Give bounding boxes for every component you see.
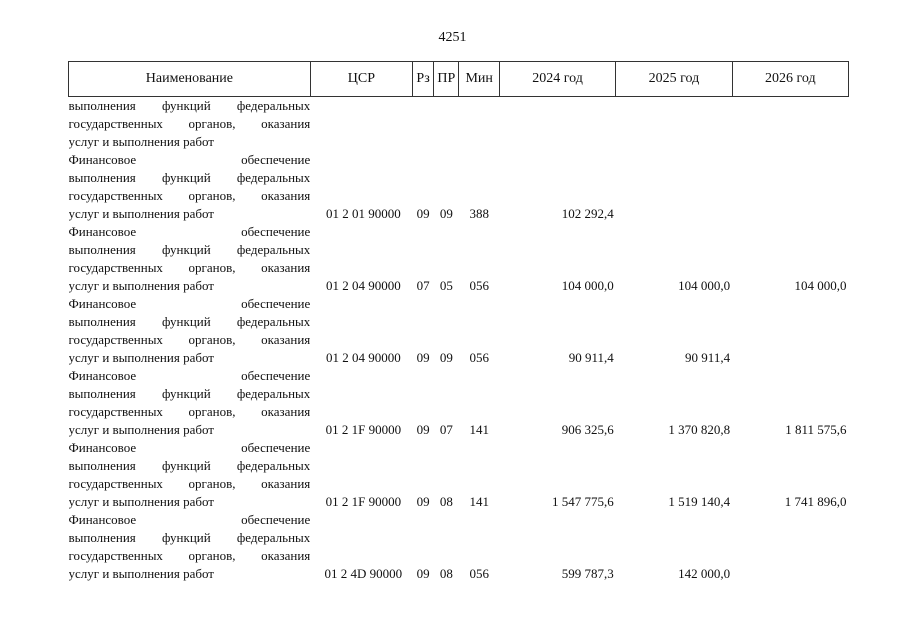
name-line: услуг и выполнения работ (68, 350, 214, 365)
row-min: 056 (469, 350, 489, 365)
name-line: услуг и выполнения работ (68, 566, 214, 581)
empty-cell (499, 97, 615, 152)
table-row (69, 295, 849, 367)
row-csr: 01 2 4D 90000 (324, 566, 403, 581)
row-min: 388 (469, 206, 489, 221)
header-2024: 2024 год (499, 62, 615, 97)
name-line: услуг и выполнения работ (68, 422, 214, 437)
empty-cell (412, 97, 433, 152)
name-line: государственных органов, оказания (68, 476, 311, 491)
name-line: Финансовое обеспечение (68, 152, 311, 167)
row-amount-2024: 906 325,6 (561, 422, 614, 437)
name-line: Финансовое обеспечение (68, 512, 311, 527)
header-2025: 2025 год (616, 62, 732, 97)
row-amount-2025: 104 000,0 (678, 278, 731, 293)
name-line: государственных органов, оказания (68, 116, 311, 131)
row-name (69, 223, 311, 295)
row-pr: 07 (439, 422, 453, 437)
table-row (69, 151, 849, 223)
empty-cell (434, 97, 459, 152)
name-line: Финансовое обеспечение (68, 296, 311, 311)
name-line: услуг и выполнения работ (68, 206, 214, 221)
row-amount-2024: 90 911,4 (568, 350, 614, 365)
row-amount-2026 (732, 295, 848, 367)
empty-cell (459, 97, 499, 152)
table-row (69, 439, 849, 511)
name-line: выполнения функций федеральных (68, 386, 311, 401)
name-line: Финансовое обеспечение (68, 368, 311, 383)
row-name (69, 151, 311, 223)
name-line: выполнения функций федеральных (68, 314, 311, 329)
row-name (69, 367, 311, 439)
row-amount-2025: 1 519 140,4 (668, 494, 731, 509)
row-amount-2025 (616, 151, 732, 223)
empty-cell (732, 97, 848, 152)
row-amount-2026: 104 000,0 (794, 278, 847, 293)
row-amount-2026: 1 741 896,0 (784, 494, 847, 509)
header-min: Мин (459, 62, 499, 97)
header-rz: Рз (412, 62, 433, 97)
name-line: государственных органов, оказания (68, 404, 311, 419)
table-row (69, 223, 849, 295)
row-csr: 01 2 04 90000 (325, 350, 401, 365)
row-name (69, 511, 311, 583)
row-amount-2026: 1 811 575,6 (785, 422, 847, 437)
name-line: государственных органов, оказания (68, 332, 311, 347)
name-line: государственных органов, оказания (68, 548, 311, 563)
row-amount-2025: 142 000,0 (678, 566, 731, 581)
name-line: услуг и выполнения работ (68, 494, 214, 509)
row-min: 141 (469, 494, 489, 509)
row-amount-2024: 102 292,4 (561, 206, 614, 221)
row-amount-2025: 1 370 820,8 (668, 422, 731, 437)
name-line: государственных органов, оказания (68, 260, 311, 275)
row-pr: 09 (439, 350, 453, 365)
row-amount-2025: 90 911,4 (685, 350, 731, 365)
row-name (69, 295, 311, 367)
row-csr: 01 2 1F 90000 (325, 422, 402, 437)
table-body (69, 97, 849, 584)
row-min: 141 (469, 422, 489, 437)
name-line: выполнения функций федеральных (68, 170, 311, 185)
row-rz: 09 (416, 494, 430, 509)
page-number: 4251 (438, 30, 467, 45)
row-pr: 09 (439, 206, 453, 221)
row-amount-2026 (732, 151, 848, 223)
table-header (69, 62, 849, 97)
header-pr: ПР (434, 62, 459, 97)
table-row (69, 367, 849, 439)
header-2026: 2026 год (732, 62, 848, 97)
row-name (69, 439, 311, 511)
row-rz: 09 (416, 206, 430, 221)
row-amount-2024: 599 787,3 (561, 566, 614, 581)
table-row-continuation (69, 97, 849, 152)
header-name: Наименование (69, 62, 311, 97)
header-csr: ЦСР (310, 62, 412, 97)
name-line: выполнения функций федеральных (68, 242, 311, 257)
row-rz: 09 (416, 422, 430, 437)
row-min: 056 (469, 566, 489, 581)
name-line: Финансовое обеспечение (68, 440, 311, 455)
name-line: выполнения функций федеральных (68, 530, 311, 545)
row-pr: 05 (439, 278, 453, 293)
name-line: Финансовое обеспечение (68, 224, 311, 239)
row-rz: 07 (416, 278, 430, 293)
table-row (69, 511, 849, 583)
row-rz: 09 (416, 350, 430, 365)
row-name (69, 97, 311, 152)
empty-cell (616, 97, 732, 152)
name-line: услуг и выполнения работ (68, 134, 214, 149)
name-line: выполнения функций федеральных (68, 458, 311, 473)
row-min: 056 (469, 278, 489, 293)
row-pr: 08 (439, 494, 453, 509)
row-csr: 01 2 04 90000 (325, 278, 401, 293)
name-line: государственных органов, оказания (68, 188, 311, 203)
row-csr: 01 2 01 90000 (325, 206, 401, 221)
row-pr: 08 (439, 566, 453, 581)
row-amount-2024: 104 000,0 (561, 278, 614, 293)
empty-cell (310, 97, 412, 152)
name-line: выполнения функций федеральных (68, 98, 311, 113)
budget-table (68, 61, 849, 583)
row-amount-2024: 1 547 775,6 (552, 494, 614, 509)
name-line: услуг и выполнения работ (68, 278, 214, 293)
row-amount-2026 (732, 511, 848, 583)
row-csr: 01 2 1F 90000 (325, 494, 402, 509)
row-rz: 09 (416, 566, 430, 581)
